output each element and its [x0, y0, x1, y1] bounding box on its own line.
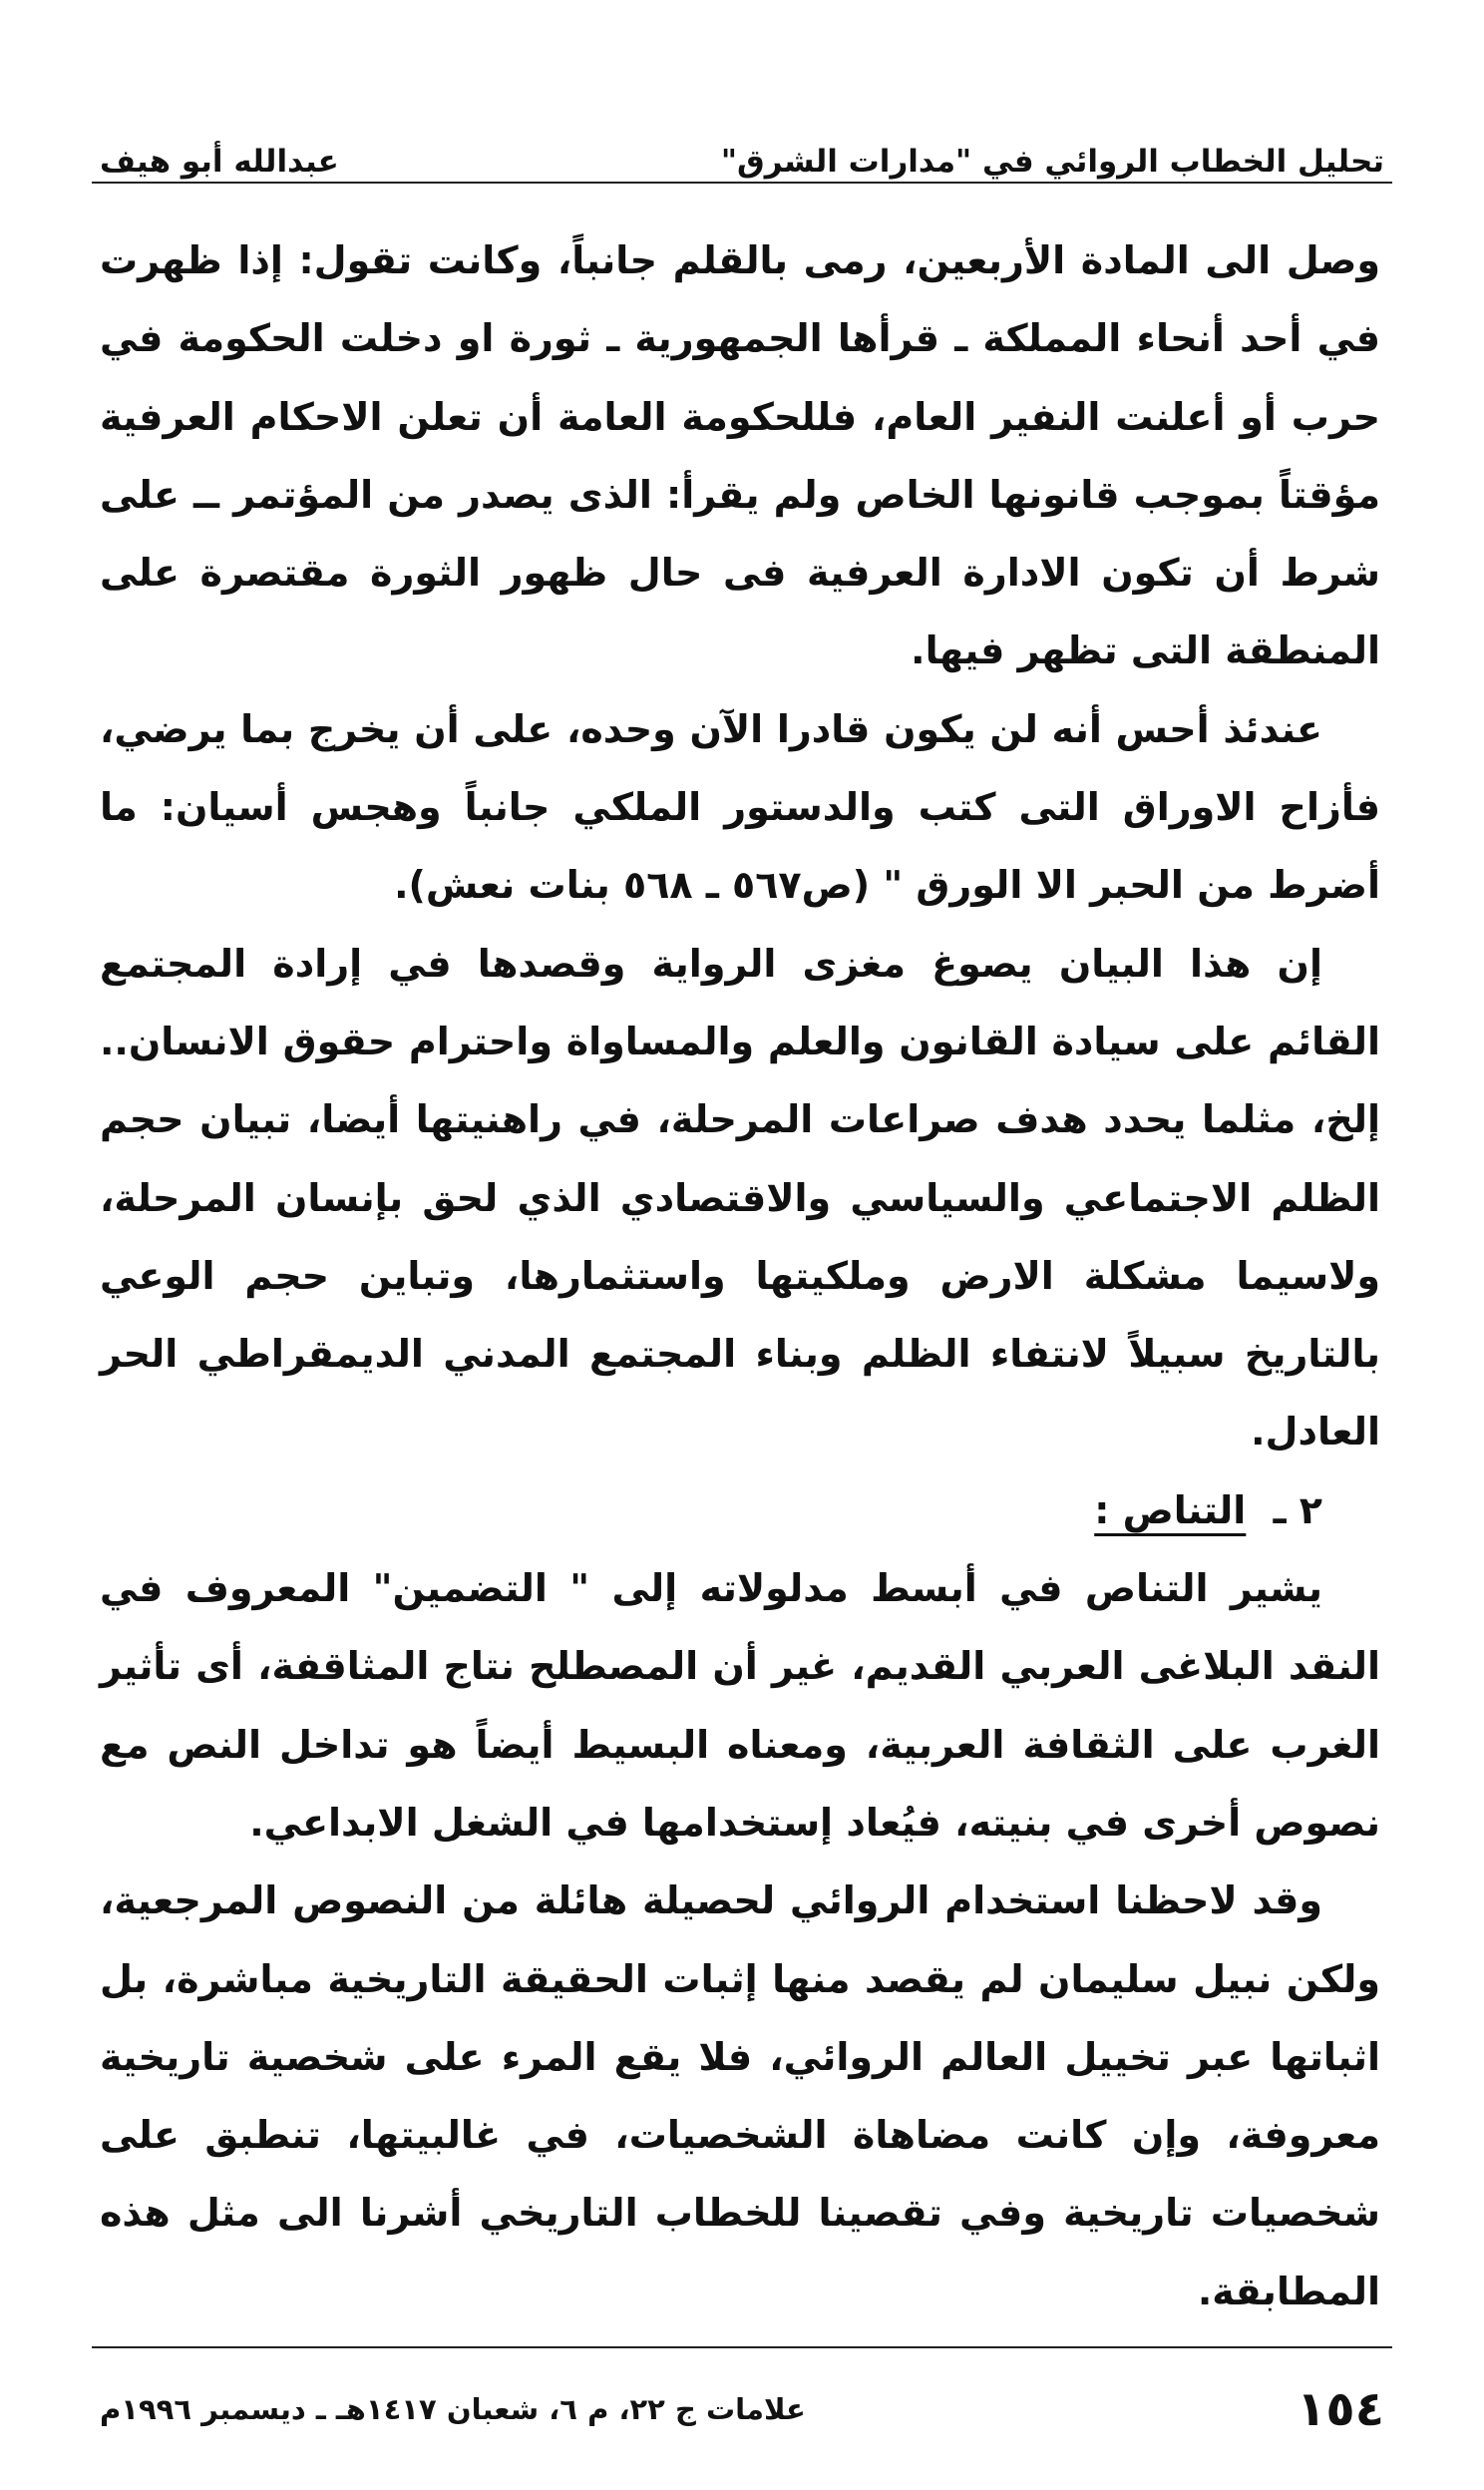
paragraph-3: إن هذا البيان يصوغ مغزى الرواية وقصدها في إرادة المجتمع القائم على سيادة القانون والعلم والمساواة واحترام حقوق الانسان.. إلخ، مثلما يحدد هدف صراعات المرحلة، في راهنيتها أيضا، تبيان حجم الظلم الاجتماعي والسياسي والاقتصادي الذي لحق بإنسان المرحلة، ولاسيما مشكلة الارض وملكيتها واستثمارها، وتباين حجم الوعي بالتاريخ سبيلاً لانتفاء الظلم وبناء المجتمع المدني الديمقراطي الحر العادل. [100, 941, 1380, 1454]
paragraph-1: وصل الى المادة الأربعين، رمى بالقلم جانباً، وكانت تقول: إذا ظهرت في أحد أنحاء المملكة ـ قرأها الجمهورية ـ ثورة او دخلت الحكومة في حرب أو أعلنت النفير العام، فللحكومة العامة أن تعلن الاحكام العرفية مؤقتاً بموجب قانونها الخاص ولم يقرأ: الذى يصدر من المؤتمر ــ على شرط أن تكون الادارة العرفية فى حال ظهور الثورة مقتصرة على المنطقة التى تظهر فيها. [100, 238, 1380, 673]
article-body [100, 221, 1380, 2330]
header-divider [92, 182, 1392, 184]
section-heading-title: التناص : [1094, 1487, 1247, 1532]
section-heading [100, 1471, 1380, 1549]
header-author: عبدالله أبو هيف [100, 144, 339, 180]
paragraph-2: عندئذ أحس أنه لن يكون قادرا الآن وحده، على أن يخرج بما يرضي، فأزاح الاوراق التى كتب والدستور الملكي جانباً وهجس أسيان: ما أضرط من الحبر الا الورق " (ص٥٦٧ ـ ٥٦٨ بنات نعش). [100, 706, 1380, 908]
journal-citation: علامات ج ٢٢، م ٦، شعبان ١٤١٧هـ ـ ديسمبر ١٩٩٦م [100, 2392, 806, 2426]
paragraph-4: يشير التناص في أبسط مدلولاته إلى " التضمين" المعروف في النقد البلاغى العربي القديم، غير أن المصطلح نتاج المثاقفة، أى تأثير الغرب على الثقافة العربية، ومعناه البسيط أيضاً هو تداخل النص مع نصوص أخرى في بنيته، فيُعاد إستخدامها في الشغل الابداعي. [100, 1566, 1380, 1845]
header-title: تحليل الخطاب الروائي في "مدارات الشرق" [720, 144, 1384, 180]
page-footer [100, 2374, 1384, 2444]
section-heading-number: ٢ ـ [1273, 1487, 1322, 1532]
footer-divider [92, 2346, 1392, 2348]
running-header [100, 110, 1384, 180]
paragraph-5: وقد لاحظنا استخدام الروائي لحصيلة هائلة من النصوص المرجعية، ولكن نبيل سليمان لم يقصد منها إثبات الحقيقة التاريخية مباشرة، بل اثباتها عبر تخييل العالم الروائي، فلا يقع المرء على شخصية تاريخية معروفة، وإن كانت مضاهاة الشخصيات، في غالبيتها، تنطبق على شخصيات تاريخية وفي تقصينا للخطاب التاريخي أشرنا الى مثل هذه المطابقة. [100, 1878, 1380, 2313]
page-number: ١٥٤ [1297, 2381, 1384, 2437]
